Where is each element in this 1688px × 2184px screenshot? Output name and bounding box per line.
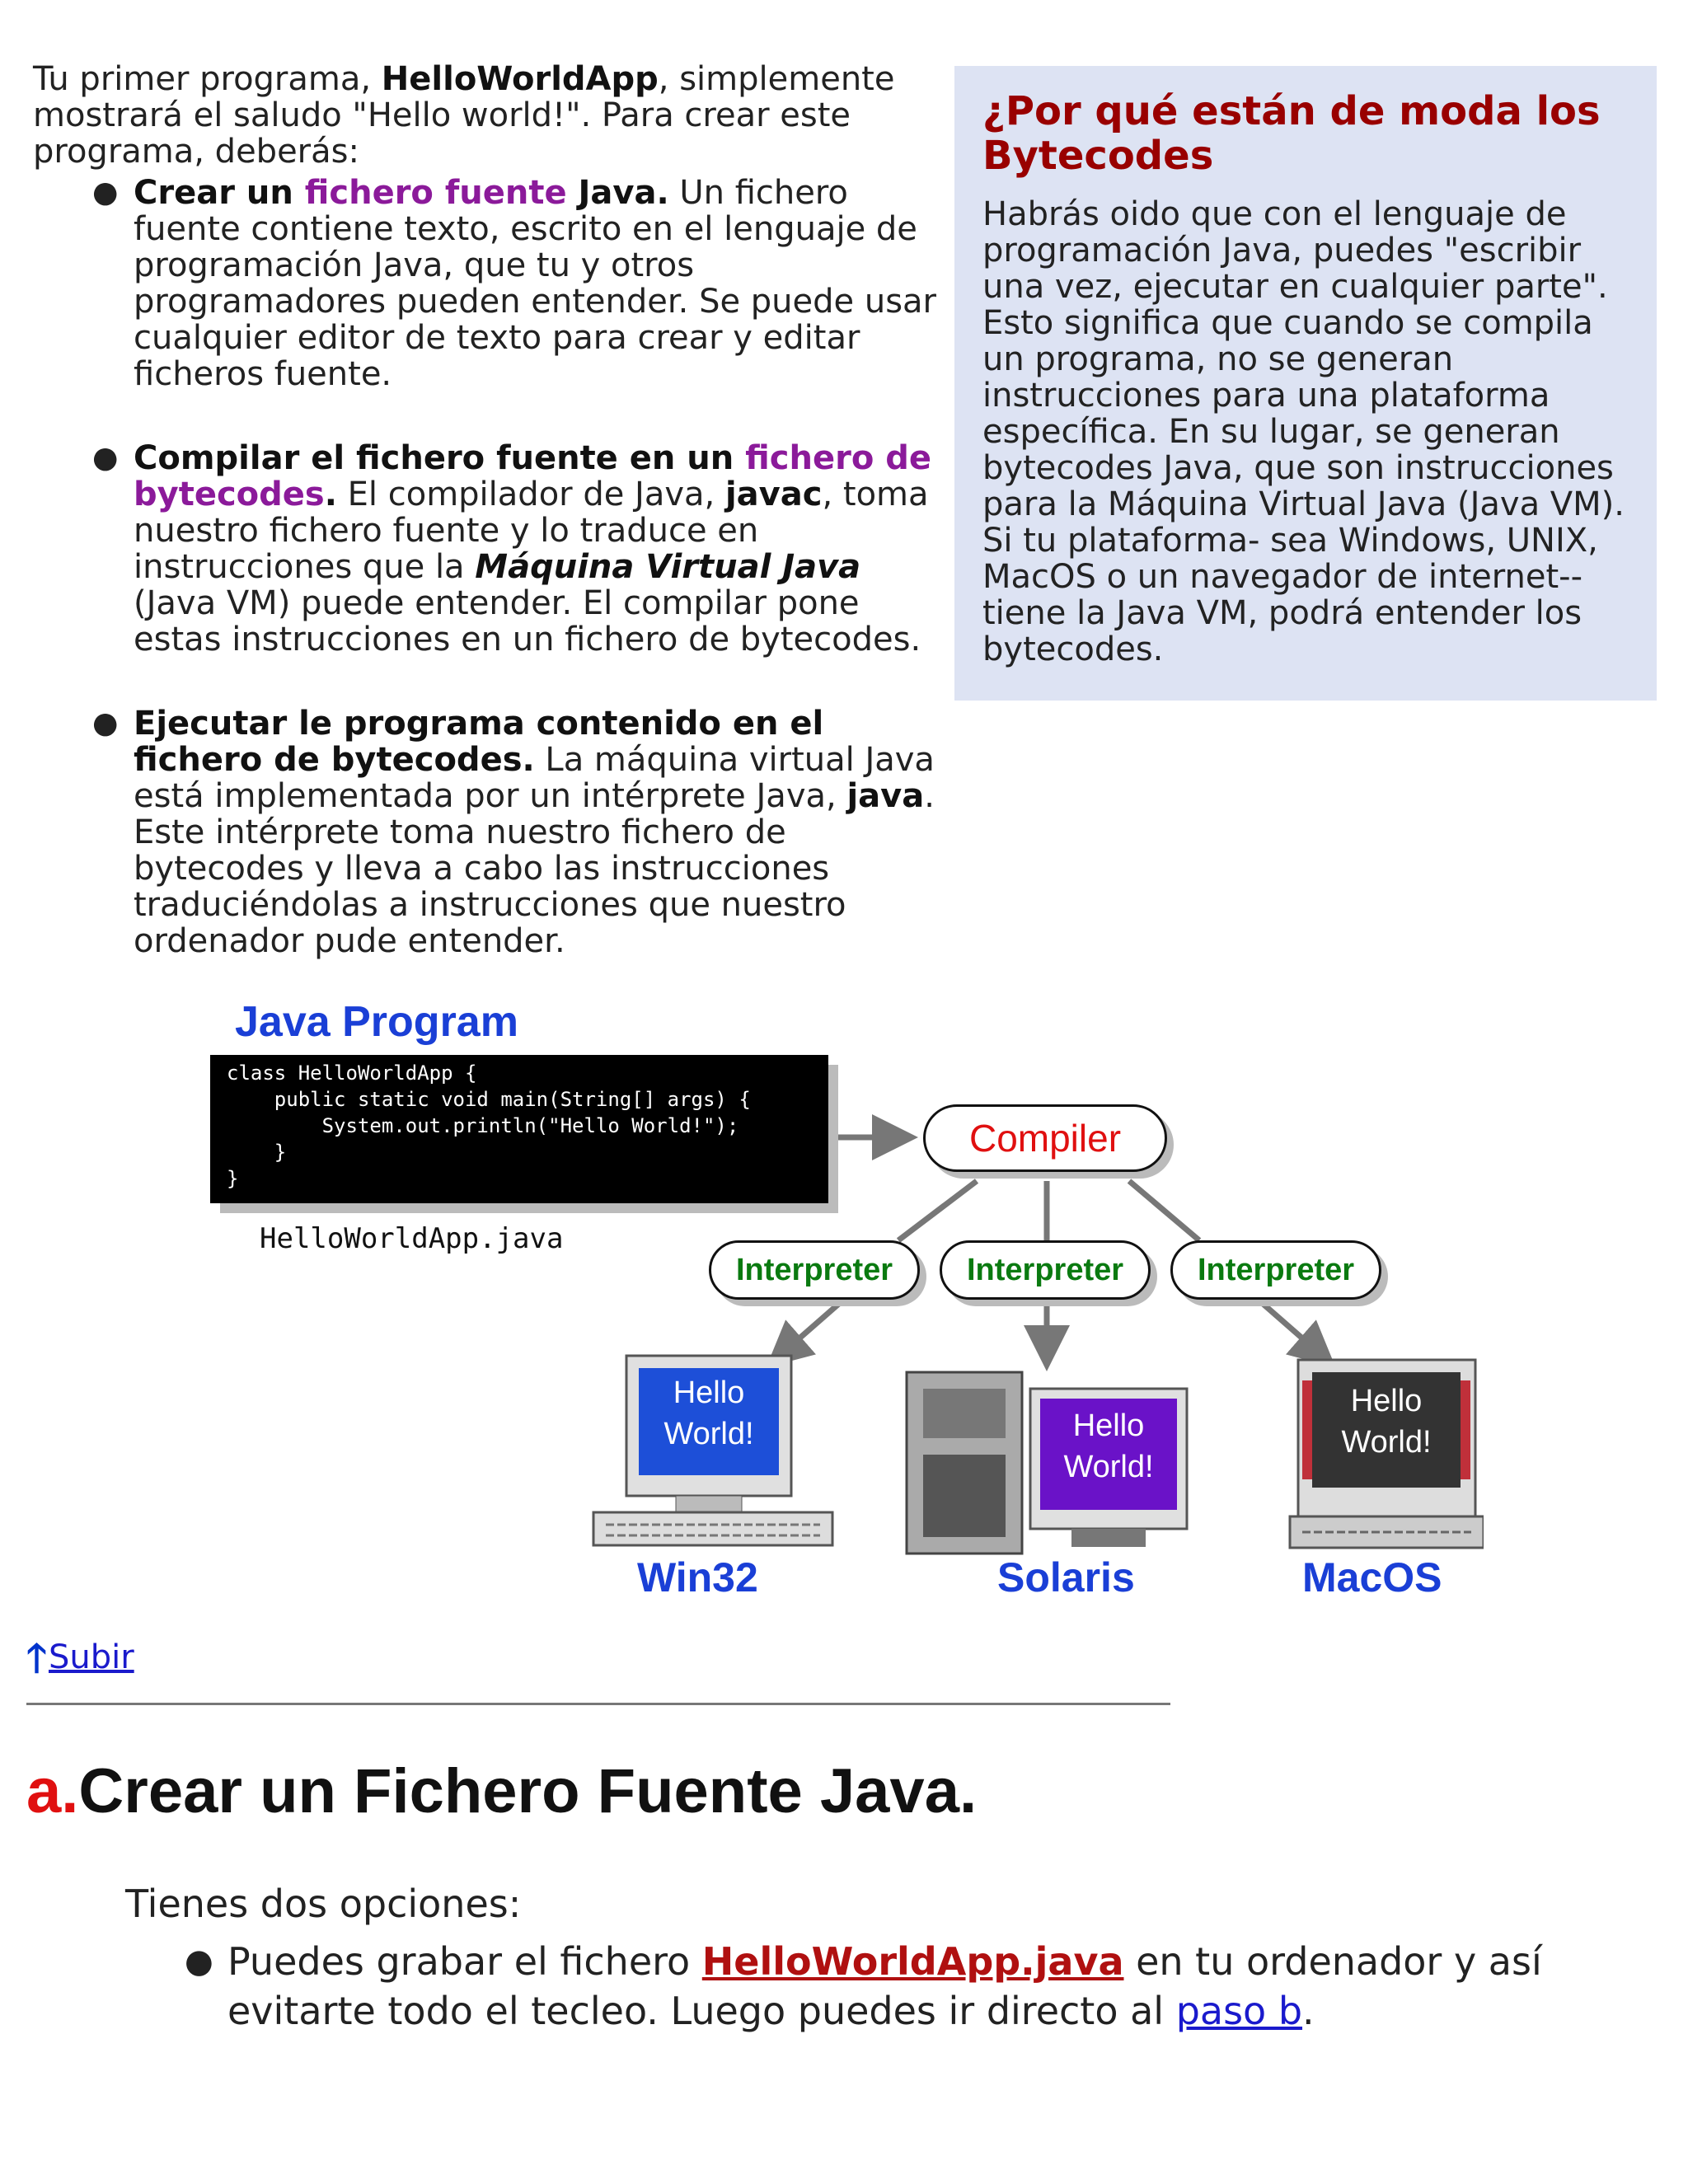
steps-list xyxy=(33,175,948,959)
section-letter: a. xyxy=(26,1756,79,1826)
term-javac: javac xyxy=(724,476,823,513)
arrow-win32 xyxy=(775,1302,841,1360)
term-jvm: Máquina Virtual Java xyxy=(475,548,861,586)
bullet-icon: ● xyxy=(92,441,119,475)
section-heading xyxy=(26,1755,977,1827)
screen-text-win32: Hello World! xyxy=(663,1376,754,1451)
list-item xyxy=(33,175,948,392)
options-list xyxy=(125,1937,1576,2036)
download-source-link[interactable]: HelloWorldApp.java xyxy=(701,1939,1124,1984)
up-arrow-icon[interactable]: 🡑 xyxy=(26,1635,47,1681)
list-item xyxy=(33,705,948,959)
step-text-2: , toma nuestro fichero fuente y lo traduce en instrucciones que la xyxy=(134,476,929,586)
options-intro: Tienes dos opciones: xyxy=(125,1882,522,1926)
interpreter-node: Interpreter xyxy=(940,1240,1151,1300)
step-text: El compilador de Java, xyxy=(336,476,725,513)
options-block xyxy=(125,1879,1576,2036)
option-text: Puedes grabar el fichero xyxy=(227,1939,702,1984)
compiler-node: Compiler xyxy=(923,1104,1167,1172)
connector-right xyxy=(1129,1181,1199,1240)
list-item xyxy=(125,1937,1576,2036)
step-title: Ejecutar le programa contenido en el fichero de bytecodes. xyxy=(134,705,824,779)
interpreter-node: Interpreter xyxy=(709,1240,920,1300)
step-text: La máquina virtual Java está implementada por un intérprete Java, xyxy=(134,741,935,815)
sidebar-title: ¿Por qué están de moda los Bytecodes xyxy=(982,88,1601,179)
bullet-icon: ● xyxy=(92,176,119,209)
screen-text-macos: Hello World! xyxy=(1341,1384,1432,1460)
back-to-top[interactable] xyxy=(26,1635,134,1681)
list-item xyxy=(33,440,948,658)
label-solaris: Solaris xyxy=(997,1554,1135,1601)
arrow-macos xyxy=(1261,1302,1327,1360)
step-text-2: . Este intérprete toma nuestro fichero de bytecodes y lleva a cabo las instrucciones traduciéndolas a instrucciones que nuestro ordenador pude entender. xyxy=(134,777,935,960)
term-source-file: fichero fuente xyxy=(304,174,567,212)
bullet-icon: ● xyxy=(92,706,119,740)
step-title-end: . xyxy=(324,476,337,513)
source-filename: HelloWorldApp.java xyxy=(260,1222,564,1255)
term-java: java xyxy=(846,777,925,815)
option-text-2: en tu ordenador y así evitarte todo el tecleo. Luego puedes ir directo al xyxy=(227,1939,1542,2033)
divider xyxy=(26,1703,1170,1705)
subir-link[interactable]: Subir xyxy=(48,1638,134,1676)
intro-paragraph xyxy=(33,61,948,170)
intro-text: Tu primer programa, xyxy=(33,60,382,98)
step-title: Compilar el fichero fuente en un xyxy=(134,439,746,477)
term-bytecode-file: fichero de bytecodes xyxy=(134,439,932,513)
step-title-end: Java. xyxy=(566,174,669,212)
label-macos: MacOS xyxy=(1302,1554,1442,1601)
code-snippet: class HelloWorldApp { public static void main(String[] args) { System.out.println("Hello World!"); } } xyxy=(210,1055,828,1203)
intro-text-2: , simplemente mostrará el saludo "Hello world!". Para crear este programa, deberás: xyxy=(33,60,895,171)
step-title: Crear un xyxy=(134,174,305,212)
app-name: HelloWorldApp xyxy=(381,60,659,98)
screen-text-solaris: Hello World! xyxy=(1063,1408,1154,1484)
paso-b-link[interactable]: paso b xyxy=(1175,1989,1303,2033)
diagram-title: Java Program xyxy=(235,998,518,1046)
interpreter-node: Interpreter xyxy=(1170,1240,1381,1300)
intro-section xyxy=(33,61,948,959)
section-title: Crear un Fichero Fuente Java. xyxy=(78,1756,978,1826)
option-text-end: . xyxy=(1302,1989,1315,2033)
java-flow-diagram xyxy=(198,993,1484,1619)
label-win32: Win32 xyxy=(637,1554,758,1601)
sidebar-body: Habrás oido que con el lenguaje de programación Java, puedes "escribir una vez, ejecutar en cualquier parte". Esto significa que cuando se compila un programa, no se generan instrucciones para una plataforma específica. En su lugar, se generan bytecodes Java, que son instrucciones para la Máquina Virtual Java (Java VM). Si tu plataforma- sea Windows, UNIX, MacOS o un navegador de internet-- tiene la Java VM, podrá entender los bytecodes. xyxy=(982,195,1625,668)
step-text: Un fichero fuente contiene texto, escrito en el lenguaje de programación Java, que tu y otros programadores pueden entender. Se puede usar cualquier editor de texto para crear y editar ficheros fuente. xyxy=(134,174,937,393)
connector-left xyxy=(898,1181,977,1240)
step-text-3: (Java VM) puede entender. El compilar pone estas instrucciones en un fichero de bytecodes. xyxy=(134,584,921,658)
bytecodes-sidebar xyxy=(954,66,1657,701)
bullet-icon: ● xyxy=(185,1943,213,1980)
